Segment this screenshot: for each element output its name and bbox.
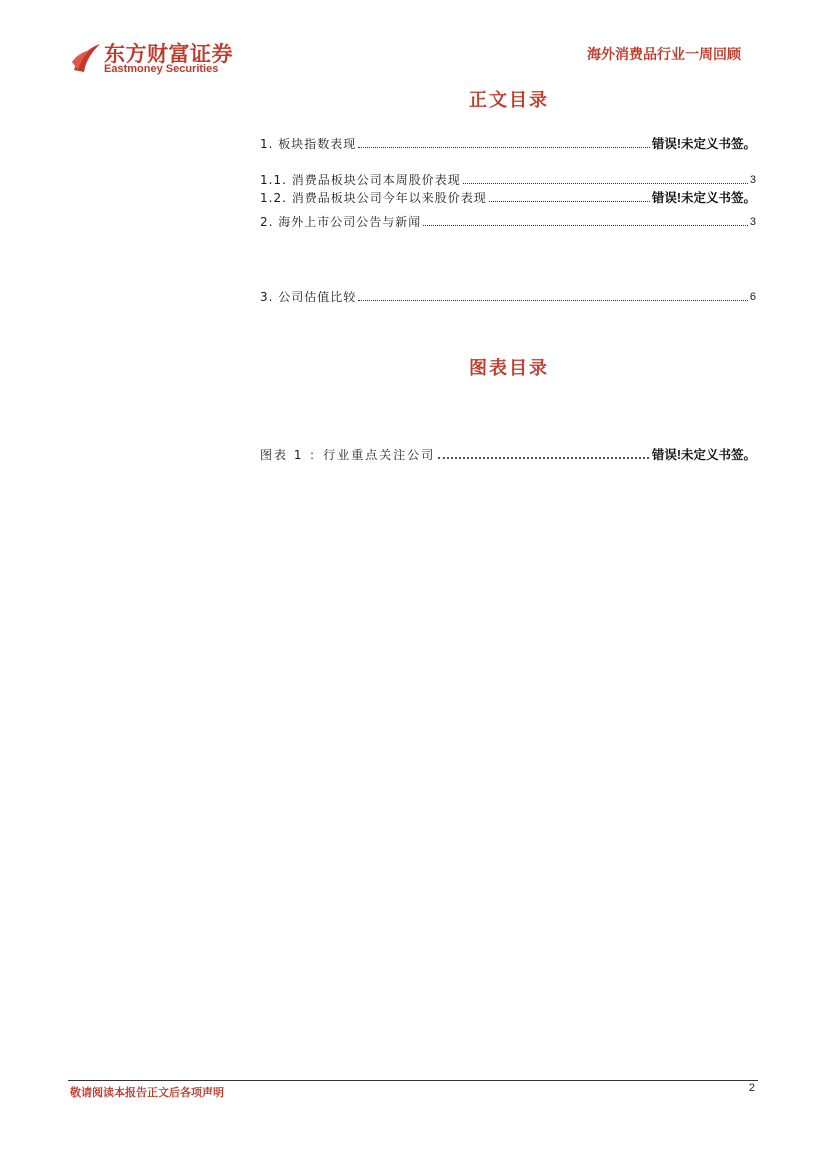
figures-toc-title: 图表目录 xyxy=(469,358,549,379)
toc-item-label: 1. 板块指数表现 xyxy=(260,137,357,151)
figure-toc-item-label: 图表 1 ：行业重点关注公司 xyxy=(260,448,436,462)
toc-item[interactable] xyxy=(260,288,756,304)
toc-item-page: 错误!未定义书签。 xyxy=(651,191,756,205)
company-logo xyxy=(70,38,260,78)
report-header-title: 海外消费品行业一周回顾 xyxy=(587,47,741,63)
toc-item-page: 错误!未定义书签。 xyxy=(651,137,756,151)
toc-item[interactable] xyxy=(260,189,756,205)
toc-item[interactable] xyxy=(260,171,756,187)
logo-text-en: Eastmoney Securities xyxy=(104,63,219,75)
toc-title: 正文目录 xyxy=(469,90,549,111)
toc-leader-dots xyxy=(489,201,650,202)
figure-toc-item[interactable] xyxy=(260,446,756,462)
toc-leader-dots xyxy=(358,300,748,301)
eastmoney-logo-icon xyxy=(70,40,102,74)
logo-text-cn: 东方财富证券 xyxy=(104,42,233,66)
toc-item-label: 3. 公司估值比较 xyxy=(260,290,357,304)
figure-toc-item-page: 错误!未定义书签。 xyxy=(651,448,756,462)
toc-item-page: 3 xyxy=(749,174,756,186)
toc-item[interactable] xyxy=(260,135,756,151)
toc-item-label: 1.2. 消费品板块公司今年以来股价表现 xyxy=(260,191,487,205)
page-number: 2 xyxy=(748,1082,755,1094)
toc-leader-dots xyxy=(463,183,748,184)
toc-leader-dots xyxy=(438,457,649,459)
toc-leader-dots xyxy=(358,147,650,148)
footer-divider xyxy=(68,1080,758,1081)
toc-item-label: 1.1. 消费品板块公司本周股价表现 xyxy=(260,173,461,187)
toc-item[interactable] xyxy=(260,213,756,229)
footer-disclaimer-note: 敬请阅读本报告正文后各项声明 xyxy=(70,1086,224,1099)
toc-leader-dots xyxy=(423,225,748,226)
toc-item-label: 2. 海外上市公司公告与新闻 xyxy=(260,215,422,229)
toc-item-page: 3 xyxy=(749,216,756,228)
toc-item-page: 6 xyxy=(749,291,756,303)
